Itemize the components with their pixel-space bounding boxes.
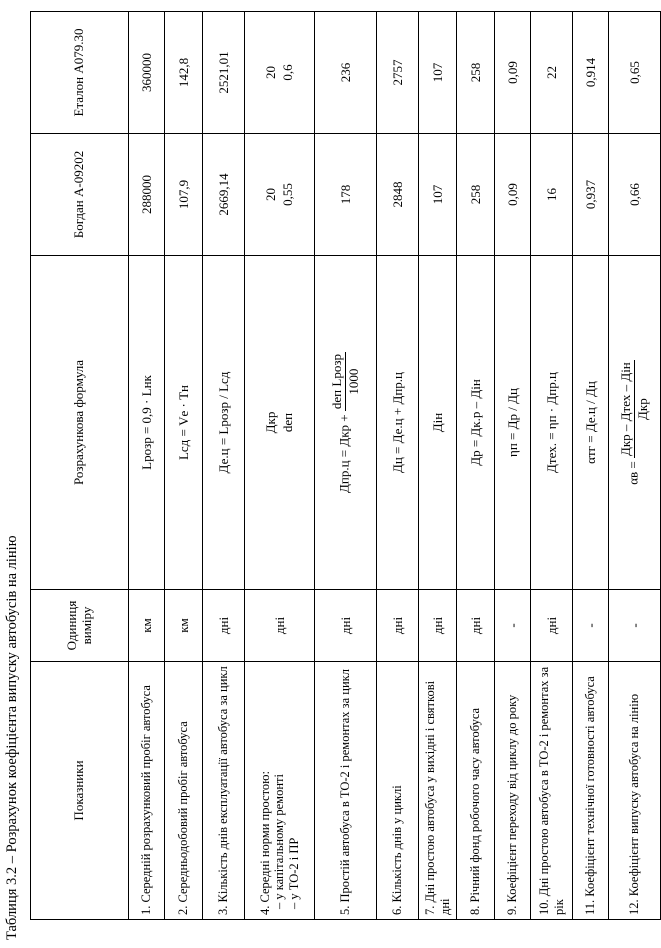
row-value-bus2: 2757 — [377, 12, 419, 134]
row-value-bus1: 16 — [531, 134, 573, 256]
row-name-text: 7. Дні простою автобуса у вихідні і святкові дні — [423, 680, 452, 915]
row-unit: дні — [457, 590, 495, 662]
row-value-bus2: 0,914 — [573, 12, 609, 134]
row-value-bus1: 2848 — [377, 134, 419, 256]
row-value-bus2: 107 — [419, 12, 457, 134]
table-row — [377, 12, 419, 920]
formula-stack — [263, 260, 297, 585]
table-row — [457, 12, 495, 920]
row-unit: дні — [315, 590, 377, 662]
value-line: 0,6 — [279, 64, 295, 81]
row-value-bus1: 107,9 — [165, 134, 203, 256]
formula-fraction — [618, 360, 651, 458]
row-name — [609, 662, 661, 920]
row-value-bus2: 258 — [457, 12, 495, 134]
row-name-text: 1. Середній розрахунковий пробіг автобуса — [139, 685, 154, 915]
row-value-bus2 — [245, 12, 315, 134]
value-stack — [263, 16, 297, 129]
row-name — [457, 662, 495, 920]
formula-prefix: αв = — [625, 461, 641, 485]
row-name — [573, 662, 609, 920]
row-name-text: 6. Кількість днів у циклі — [390, 785, 405, 915]
row-unit: - — [495, 590, 531, 662]
row-formula: Дтех. = ηп · Дпр.ц — [531, 256, 573, 590]
row-formula: Lрозр = 0,9 · Lнк — [129, 256, 165, 590]
header-bus2: Еталон А079.30 — [31, 12, 129, 134]
fraction-denominator: 1000 — [346, 368, 361, 395]
row-value-bus2: 236 — [315, 12, 377, 134]
header-name: Показники — [31, 662, 129, 920]
row-unit: дні — [377, 590, 419, 662]
row-formula: Дц = Де.ц + Дпр.ц — [377, 256, 419, 590]
table-row — [165, 12, 203, 920]
header-formula: Розрахункова формула — [31, 256, 129, 590]
calculation-table — [30, 11, 661, 920]
row-formula: Де.ц = Lрозр / Lсд — [203, 256, 245, 590]
row-value-bus2: 142,8 — [165, 12, 203, 134]
row-unit: - — [609, 590, 661, 662]
value-line: 0,55 — [279, 183, 295, 206]
row-formula: Lсд = Vе · Тн — [165, 256, 203, 590]
row-name-text: 5. Простій автобуса в ТО-2 і ремонтах за цикл — [338, 669, 353, 915]
row-value-bus2: 360000 — [129, 12, 165, 134]
row-formula: Др = Дк.р – Дін — [457, 256, 495, 590]
row-value-bus1: 107 — [419, 134, 457, 256]
row-value-bus1 — [245, 134, 315, 256]
row-name — [245, 662, 315, 920]
row-unit: км — [129, 590, 165, 662]
row-formula — [315, 256, 377, 590]
row-value-bus1: 0,66 — [609, 134, 661, 256]
row-value-bus1: 288000 — [129, 134, 165, 256]
row-name — [129, 662, 165, 920]
row-sublist — [272, 666, 301, 915]
fraction-numerator: dеп Lрозр — [329, 354, 344, 410]
table-body — [129, 12, 661, 920]
table-row — [609, 12, 661, 920]
row-name — [531, 662, 573, 920]
table-row — [419, 12, 457, 920]
value-stack — [263, 138, 297, 251]
row-name-text: 3. Кількість днів експлуатації автобуса за цикл — [216, 666, 231, 915]
row-value-bus2: 0,65 — [609, 12, 661, 134]
row-unit: дні — [203, 590, 245, 662]
fraction-denominator: Дкр — [635, 398, 650, 420]
row-name — [315, 662, 377, 920]
row-value-bus1: 0,09 — [495, 134, 531, 256]
row-unit: дні — [419, 590, 457, 662]
table-row — [495, 12, 531, 920]
table-row — [245, 12, 315, 920]
table-caption: Таблиця 3.2 – Розрахунок коефіцієнта випуску автобусів на лінію — [4, 535, 20, 940]
row-value-bus2: 2521,01 — [203, 12, 245, 134]
row-name-text: 4. Середні норми простою: — [257, 771, 272, 915]
value-line: 20 — [262, 188, 278, 201]
header-unit: Одиниця виміру — [31, 590, 129, 662]
row-sublist-item: – у капітальному ремонті — [272, 774, 287, 909]
row-sublist-item: – у ТО-2 і ПР — [286, 837, 301, 909]
row-unit: км — [165, 590, 203, 662]
row-value-bus1: 0,937 — [573, 134, 609, 256]
row-value-bus1: 178 — [315, 134, 377, 256]
formula-prefix: Дпр.ц = Дкр + — [336, 414, 352, 493]
row-formula: ηп = Др / Дц — [495, 256, 531, 590]
row-name-text: 10. Дні простою автобуса в ТО-2 і ремонтах за рік — [537, 666, 566, 915]
row-formula — [245, 256, 315, 590]
row-name — [377, 662, 419, 920]
row-name — [495, 662, 531, 920]
row-formula: Дін — [419, 256, 457, 590]
row-value-bus1: 2669,14 — [203, 134, 245, 256]
row-name — [419, 662, 457, 920]
table-row — [531, 12, 573, 920]
row-name — [165, 662, 203, 920]
row-name — [203, 662, 245, 920]
row-unit: дні — [245, 590, 315, 662]
row-name-text: 8. Річний фонд робочого часу автобуса — [468, 707, 483, 915]
row-name-text: 12. Коефіцієнт випуску автобуса на лінію — [627, 693, 642, 915]
row-formula — [609, 256, 661, 590]
row-name-text: 11. Коефіцієнт технічної готовності автобуса — [583, 676, 598, 915]
row-value-bus1: 258 — [457, 134, 495, 256]
row-name-text: 2. Середньодобовий пробіг автобуса — [176, 721, 191, 915]
fraction-numerator: Дкр – Дтех – Дін — [618, 362, 633, 456]
formula-line: Дкр — [262, 411, 278, 434]
value-line: 20 — [262, 66, 278, 79]
formula-fraction — [329, 352, 362, 411]
row-unit: - — [573, 590, 609, 662]
table-row — [573, 12, 609, 920]
formula-line: dеп — [279, 412, 295, 433]
table-row — [315, 12, 377, 920]
row-value-bus2: 22 — [531, 12, 573, 134]
row-formula: αтг = Де.ц / Дц — [573, 256, 609, 590]
header-bus1: Богдан А-09202 — [31, 134, 129, 256]
row-unit: дні — [531, 590, 573, 662]
row-name-text: 9. Коефіцієнт переходу від циклу до року — [505, 694, 520, 915]
table-row — [129, 12, 165, 920]
table-row — [203, 12, 245, 920]
row-value-bus2: 0,09 — [495, 12, 531, 134]
